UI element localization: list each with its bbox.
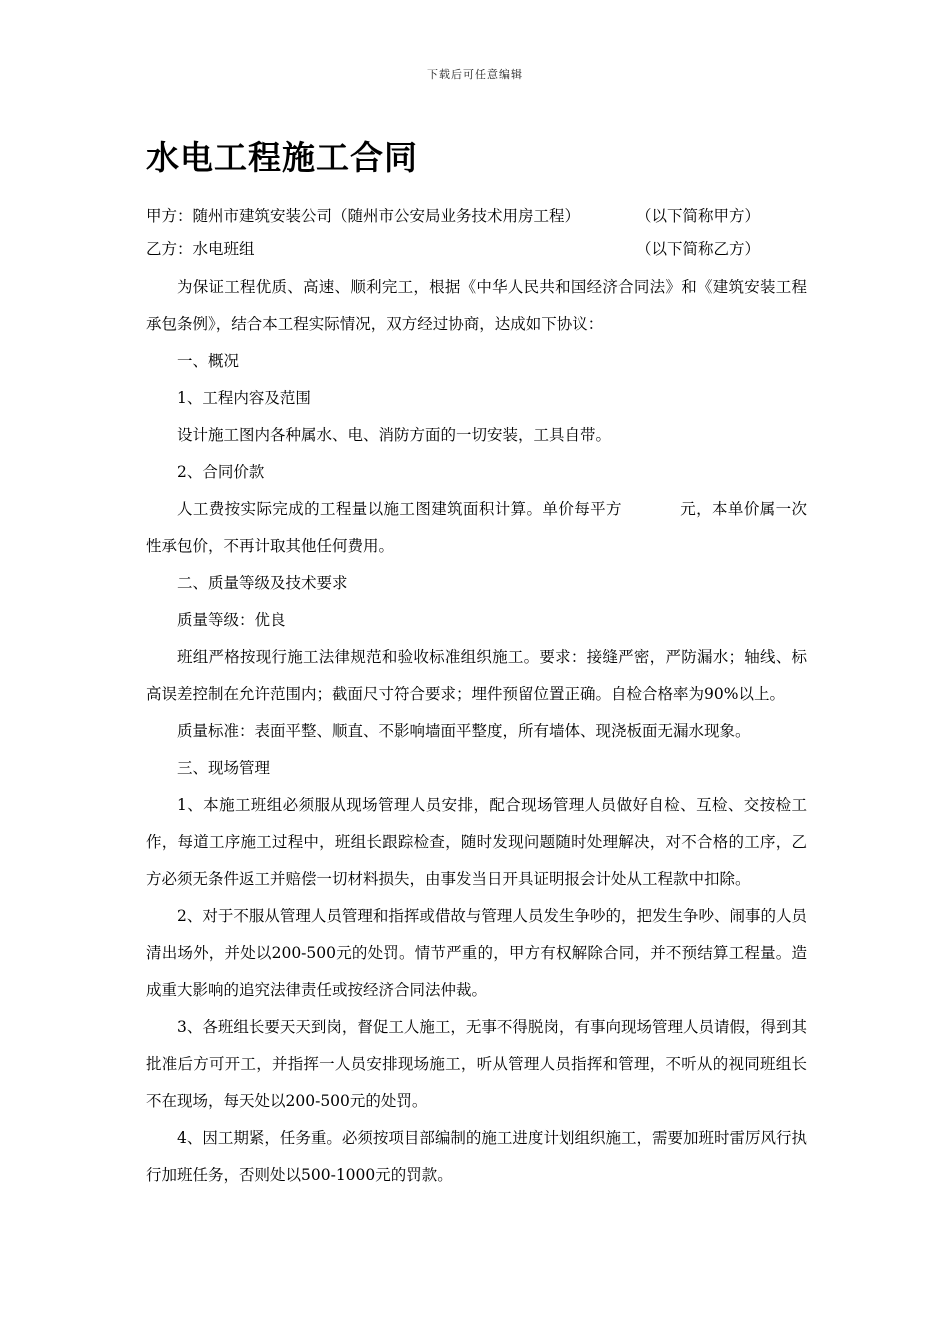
section-3-item-2: 2、对于不服从管理人员管理和指挥或借故与管理人员发生争吵的，把发生争吵、闹事的人员清出场外，并处以200-500元的处罚。情节严重的，甲方有权解除合同，并不预结算工程量。造成重大影响的追究法律责任或按经济合同法仲裁。 [146,907,807,999]
party-a-line [146,203,807,236]
section-1-1-heading: 1、工程内容及范围 [177,389,311,407]
section-1-2-heading: 2、合同价款 [177,463,265,481]
header-note: 下载后可任意编辑 [427,68,523,81]
section-3-item-1: 1、本施工班组必须服从现场管理人员安排，配合现场管理人员做好自检、互检、交按检工作，每道工序施工过程中，班组长跟踪检查，随时发现问题随时处理解决，对不合格的工序，乙方必须无条件返工并赔偿一切材料损失，由事发当日开具证明报会计处从工程款中扣除。 [146,796,807,888]
party-a-label: 甲方：随州市建筑安装公司（随州市公安局业务技术用房工程） [146,207,581,225]
party-b-note: （以下简称乙方） [636,240,761,258]
quality-grade: 质量等级：优良 [177,611,286,629]
quality-requirements: 班组严格按现行施工法律规范和验收标准组织施工。要求：接缝严密，严防漏水；轴线、标高误差控制在允许范围内；截面尺寸符合要求；埋件预留位置正确。自检合格率为90%以上。 [146,648,807,703]
section-1-1-text: 设计施工图内各种属水、电、消防方面的一切安装，工具自带。 [177,426,612,444]
intro-paragraph: 为保证工程优质、高速、顺利完工，根据《中华人民共和国经济合同法》和《建筑安装工程承包条例》，结合本工程实际情况，双方经过协商，达成如下协议： [146,278,807,333]
section-2-heading: 二、质量等级及技术要求 [177,574,348,592]
party-b-line [146,236,807,269]
price-text-a: 人工费按实际完成的工程量以施工图建筑面积计算。单价每平方 [177,500,622,518]
section-3-heading: 三、现场管理 [177,759,271,777]
section-3-item-3: 3、各班组长要天天到岗，督促工人施工，无事不得脱岗，有事向现场管理人员请假，得到其批准后方可开工，并指挥一人员安排现场施工，听从管理人员指挥和管理，不听从的视同班组长不在现场，每天处以200-500元的处罚。 [146,1018,807,1110]
section-3-item-4: 4、因工期紧，任务重。必须按项目部编制的施工进度计划组织施工，需要加班时雷厉风行执行加班任务，否则处以500-1000元的罚款。 [146,1129,807,1184]
party-a-note: （以下简称甲方） [636,207,761,225]
section-1-heading: 一、概况 [177,352,240,370]
page-title: 水电工程施工合同 [146,138,418,177]
section-1-2-text [146,491,807,565]
quality-standard: 质量标准：表面平整、顺直、不影响墙面平整度，所有墙体、现浇板面无漏水现象。 [177,722,751,740]
contract-body [146,203,807,1194]
price-text-b: 元，本单价属一次性承包价，不再计取其他任何费用。 [146,500,807,555]
party-b-label: 乙方：水电班组 [146,240,255,258]
